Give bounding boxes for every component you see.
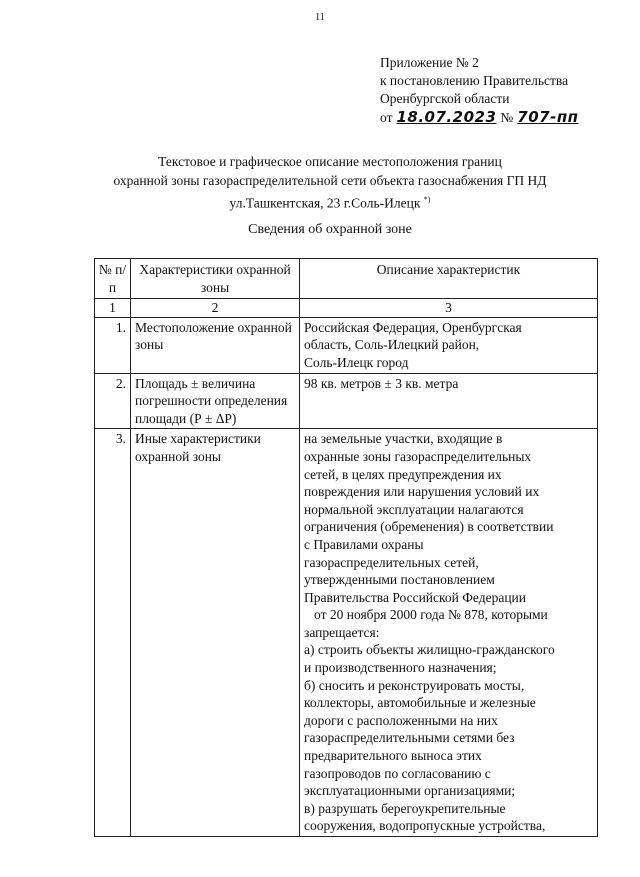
handwritten-number: 707-пп [517, 108, 579, 126]
row-description: Российская Федерация, Оренбургская область, Соль-Илецкий район, Соль-Илецк город [300, 317, 598, 373]
row-characteristic: Местоположение охранной зоны [131, 317, 300, 373]
section-subtitle: Сведения об охранной зоне [248, 222, 412, 237]
appendix-block [380, 54, 579, 127]
title-line-2: охранной зоны газораспределительной сети объекта газоснабжения ГП НД [113, 173, 547, 188]
row-number: 3. [95, 429, 131, 837]
header-description: Описание характеристик [300, 259, 598, 299]
header-characteristics: Характеристики охранной зоны [131, 259, 300, 299]
row-number: 1. [95, 317, 131, 373]
row-description: 98 кв. метров ± 3 кв. метра [300, 373, 598, 429]
table-row [95, 429, 598, 837]
table-row [95, 373, 598, 429]
appendix-date-line [380, 108, 579, 127]
title-line-1: Текстовое и графическое описание местоположения границ [158, 154, 502, 169]
footnote-mark: *) [423, 195, 431, 204]
table-row [95, 317, 598, 373]
page-number: 11 [315, 12, 325, 23]
appendix-region: Оренбургской области [380, 91, 510, 106]
title-line-3: ул.Ташкентская, 23 г.Соль-Илецк *) [229, 195, 431, 211]
document-title [60, 152, 600, 213]
appendix-resolution-ref: к постановлению Правительства [380, 73, 569, 88]
protection-zone-table [94, 258, 598, 837]
column-number: 2 [131, 299, 300, 318]
header-number: № п/п [95, 259, 131, 299]
column-number: 3 [300, 299, 598, 318]
handwritten-date: 18.07.2023 [396, 108, 497, 126]
number-sign: № [500, 110, 514, 125]
row-characteristic: Иные характеристики охранной зоны [131, 429, 300, 837]
row-number: 2. [95, 373, 131, 429]
column-number: 1 [95, 299, 131, 318]
table-header-row [95, 259, 598, 299]
row-description: на земельные участки, входящие в охранные зоны газораспределительных сетей, в целях предупреждения их повреждения или нарушения условий их нормальной эксплуатации налагаются ограничения (обременения) в соответствии с Правилами охраны газораспределительных сетей, утвержденными постановлением Правительства Российской Федерации от 20 ноября 2000 года № 878, которыми запрещается: а) строить объекты жилищно-гражданского и производственного назначения; б) сносить и реконструировать мосты, коллекторы, автомобильные и железные дороги с расположенными на них газораспределительными сетями без предварительного выноса этих газопроводов по согласованию с эксплуатационными организациями; в) разрушать берегоукрепительные сооружения, водопропускные устройства, [300, 429, 598, 837]
from-label: от [380, 110, 393, 125]
row-characteristic: Площадь ± величина погрешности определения площади (Р ± ΔР) [131, 373, 300, 429]
appendix-title: Приложение № 2 [380, 55, 479, 70]
column-number-row [95, 299, 598, 318]
